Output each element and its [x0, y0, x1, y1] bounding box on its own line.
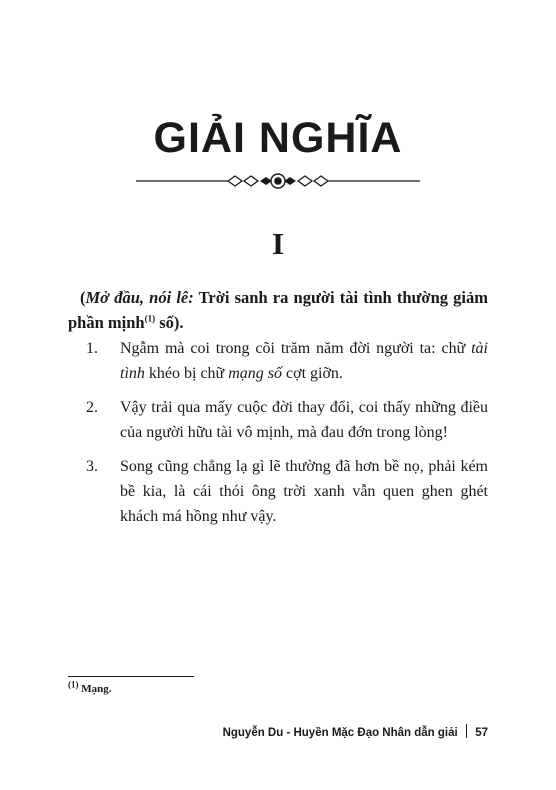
item-italic: tài tình [120, 340, 488, 382]
list-item [68, 336, 488, 386]
title-ornament [136, 170, 420, 192]
item-italic: mạng số [228, 365, 282, 382]
list-item [68, 395, 488, 445]
footnote [68, 679, 112, 695]
item-text: cợt giỡn. [282, 365, 343, 382]
running-title: Nguyễn Du - Huyền Mặc Đạo Nhân dẫn giải [222, 727, 458, 739]
item-text: Song cũng chẳng lạ gì lẽ thường đã hơn bề nọ, phải kém bề kia, là cái thói ông trời xanh vẫn quen ghen ghét khách má hồng như vậy. [120, 458, 488, 525]
intro-open-paren: ( [80, 287, 86, 307]
intro-text: Trời sanh ra người tài tình thường giảm phần mịnh [68, 287, 488, 332]
footer-separator [466, 724, 468, 738]
verse-list [68, 336, 488, 538]
section-numeral: I [271, 226, 285, 261]
intro-lead: Mở đầu, nói lê: [85, 287, 194, 307]
footnote-text: Mạng. [78, 683, 112, 695]
footnote-marker: (1) [68, 679, 79, 690]
item-text: khéo bị chữ [144, 365, 229, 382]
item-number: 3. [86, 458, 98, 475]
footnote-reference: (1) [144, 313, 156, 323]
footnote-divider [68, 676, 194, 677]
item-number: 2. [86, 399, 98, 416]
running-footer [223, 724, 488, 739]
list-item [68, 454, 488, 529]
intro-paragraph [68, 285, 488, 335]
intro-text-end: số). [155, 312, 184, 332]
page-number: 57 [475, 727, 488, 739]
item-text: Vậy trải qua mấy cuộc đời thay đổi, coi thấy những điều của người hữu tài vô mịnh, mà đau đớn trong lòng! [120, 399, 488, 441]
item-number: 1. [86, 340, 98, 357]
page-title: GIẢI NGHĨA [153, 114, 403, 162]
item-text: Ngẫm mà coi trong cõi trăm năm đời người ta: chữ [120, 340, 472, 357]
